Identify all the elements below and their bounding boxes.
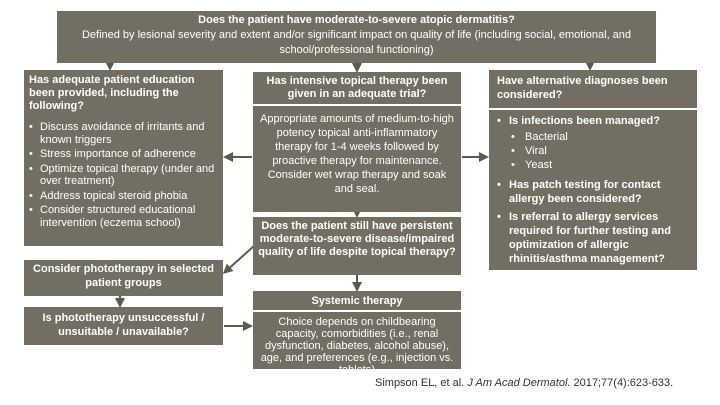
arrow-persistent-to-phototherapy [225, 245, 255, 272]
phototherapy-unsuccessful-box [24, 307, 223, 345]
phototherapy-box [24, 260, 223, 296]
phototherapy-unsuccessful-text: Is phototherapy unsuccessful / unsuitable / unavailable? [42, 312, 205, 338]
intensive-topical-box [253, 72, 461, 212]
education-item: • Stress importance of adherence [29, 148, 218, 161]
patient-education-list [29, 121, 218, 229]
patch-testing-item: • Has patch testing for contact allergy been considered? [497, 178, 691, 206]
intensive-topical-heading: Has intensive topical therapy been given in an adequate trial? [266, 75, 448, 100]
alternative-diagnoses-box [489, 70, 697, 270]
intensive-topical-body: Appropriate amounts of medium-to-high potency topical anti-inflammatory therapy for 1-4 weeks followed by proactive therapy for maintenance. Consider wet wrap therapy and soak and seal. [260, 113, 454, 195]
citation [375, 377, 673, 389]
education-item: • Optimize topical therapy (under and over treatment) [29, 163, 218, 188]
infection-type: • Yeast [497, 158, 691, 172]
systemic-therapy-body: Choice depends on childbearing capacity, comorbidities (i.e., renal dysfunction, diabetes, alcohol abuse), age, and preferences (e.g., injection vs. tablets) [260, 316, 454, 376]
systemic-therapy-box [253, 291, 461, 376]
phototherapy-text: Consider phototherapy in selected patient groups [33, 263, 214, 289]
infection-type: • Bacterial [497, 130, 691, 144]
alternative-diagnoses-heading: Have alternative diagnoses been considered? [497, 75, 668, 101]
infections-item: • Is infections been managed? [497, 114, 691, 128]
divider [489, 108, 697, 110]
persistent-disease-box [253, 217, 461, 275]
allergy-referral-item: • Is referral to allergy services required for further testing and optimization of allergic rhinitis/asthma management? [497, 210, 691, 266]
citation-journal: J Am Acad Dermatol. [467, 377, 571, 389]
education-item: • Address topical steroid phobia [29, 190, 218, 203]
systemic-therapy-heading: Systemic therapy [311, 295, 403, 307]
moderate-severe-question: Does the patient have moderate-to-severe atopic dermatitis? [198, 14, 515, 26]
patient-education-box [24, 70, 223, 246]
infection-type: • Viral [497, 144, 691, 158]
persistent-disease-text: Does the patient still have persistent moderate-to-severe disease/impaired quality of life despite topical therapy? [258, 220, 456, 258]
patient-education-heading: Has adequate patient education been provided, including the following? [29, 74, 195, 112]
education-item: • Consider structured educational intervention (eczema school) [29, 204, 218, 229]
moderate-severe-definition: Defined by lesional severity and extent and/or significant impact on quality of life (including social, emotional, and school/professional functioning) [81, 29, 632, 56]
citation-details: 2017;77(4):623-633. [573, 377, 674, 389]
divider [253, 310, 461, 312]
divider [253, 104, 461, 106]
education-item: • Discuss avoidance of irritants and known triggers [29, 121, 218, 146]
moderate-severe-question-box [57, 11, 656, 63]
citation-authors: Simpson EL, et al. [375, 377, 465, 389]
infection-types-list [497, 130, 691, 172]
